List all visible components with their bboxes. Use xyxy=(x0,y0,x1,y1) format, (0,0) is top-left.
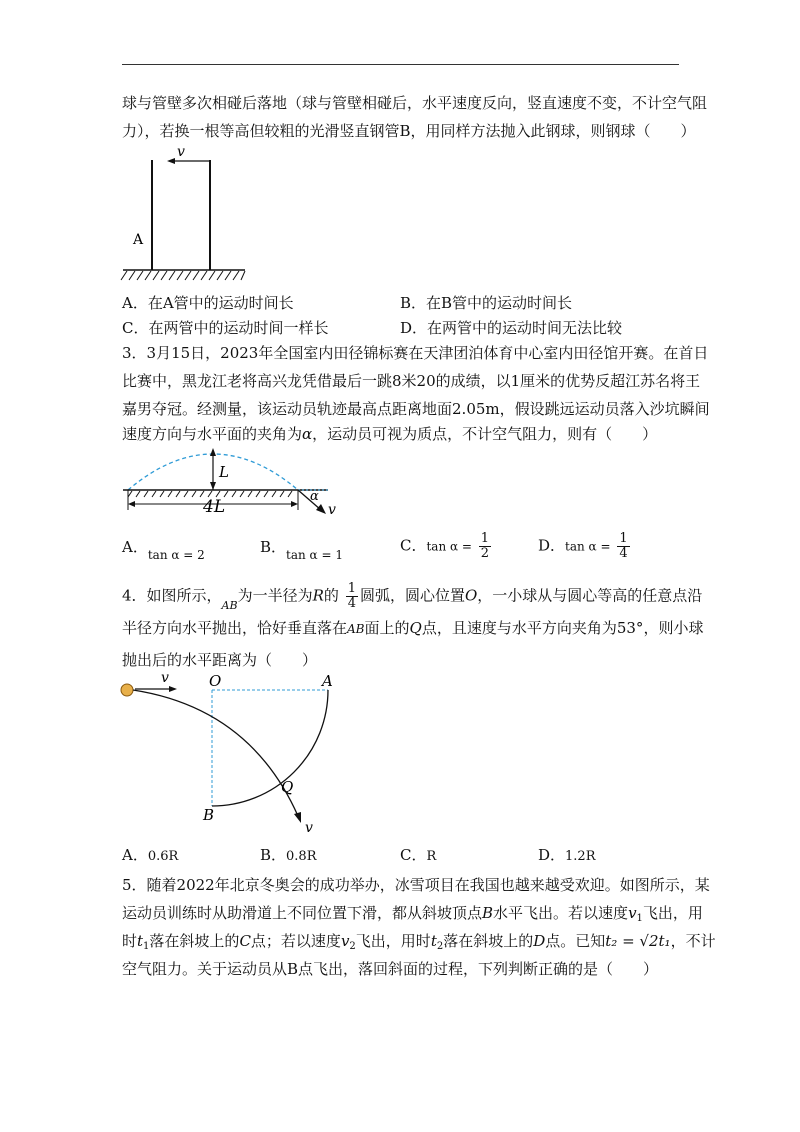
q4-fig-v1-label: v xyxy=(161,670,169,686)
q4-fig-A-label: A xyxy=(322,672,333,690)
q3-figure-jump xyxy=(118,440,348,525)
q4-fig-B-label: B xyxy=(203,806,215,824)
q5-line-4: 空气阻力。关于运动员从B点飞出，落回斜面的过程，下列判断正确的是（ ） xyxy=(122,960,659,978)
q4-line-1: 4．如图所示，$_{AB}$为一半径为R的 $\frac{1}{4}$ 圆弧，圆心位置O，一小球从与圆心等高的任意点沿 xyxy=(122,581,703,612)
q3-line-2: 比赛中，黑龙江老将高兴龙凭借最后一跳8米20的成绩，以1厘米的优势反超江苏名将王 xyxy=(122,372,701,390)
q4-line-2: 半径方向水平抛出，恰好垂直落在AB面上的Q点，且速度与水平方向夹角为53°，则小球 xyxy=(122,619,704,637)
q3-line-4: 速度方向与水平面的夹角为α，运动员可视为质点，不计空气阻力，则有（ ） xyxy=(122,425,658,443)
q2-option-b: B．在B管中的运动时间长 xyxy=(400,294,573,312)
q5-line-1: 5．随着2022年北京冬奥会的成功举办，冰雪项目在我国也越来越受欢迎。如图所示，某 xyxy=(122,876,710,894)
q4-fig-Q-label: Q xyxy=(281,778,294,796)
q2-line-2: 力），若换一根等高但较粗的光滑竖直钢管B，用同样方法抛入此钢球，则钢球（ ） xyxy=(122,122,696,140)
q2-option-d: D．在两管中的运动时间无法比较 xyxy=(400,319,623,337)
header-rule xyxy=(122,64,679,65)
q2-ground-hatch xyxy=(121,271,245,280)
q5-line-2: 运动员训练时从助滑道上不同位置下滑，都从斜坡顶点B水平飞出。若以速度$v_1$飞出，用 xyxy=(122,904,703,924)
q2-line-1: 球与管壁多次相碰后落地（球与管壁相碰后，水平速度反向，竖直速度不变，不计空气阻 xyxy=(122,94,708,112)
q4-fig-v2-label: v xyxy=(305,820,313,836)
q4-line-3: 抛出后的水平距离为（ ） xyxy=(122,651,318,669)
q2-figure-tube xyxy=(115,140,255,285)
q3-fig-v-label: v xyxy=(328,502,336,518)
q4-figure-arc xyxy=(115,668,345,838)
q3-option-b: B．$_{tan \alpha = 1}$ xyxy=(260,538,343,562)
q3-option-d: D．tan α = $\frac{1}{4}$ xyxy=(538,531,628,561)
q3-option-c: C．tan α = $\frac{1}{2}$ xyxy=(400,531,490,561)
q4-option-c: C．R xyxy=(400,846,437,864)
q3-fig-4L-label: 4L xyxy=(203,497,226,517)
q3-line-3: 嘉男夺冠。经测量，该运动员轨迹最高点距离地面2.05m，假设跳远运动员落入沙坑瞬间 xyxy=(122,400,710,418)
q2-option-c: C．在两管中的运动时间一样长 xyxy=(122,319,329,337)
q4-option-b: B．0.8R xyxy=(260,846,317,864)
q2-fig-v-label: v xyxy=(177,144,185,160)
q2-fig-A-label: A xyxy=(133,232,144,248)
q4-option-d: D．1.2R xyxy=(538,846,596,864)
q4-option-a: A．0.6R xyxy=(122,846,179,864)
q3-line-1: 3．3月15日，2023年全国室内田径锦标赛在天津团泊体育中心室内田径馆开赛。在首日 xyxy=(122,344,709,362)
q5-line-3: 时$t_1$落在斜坡上的C点；若以速度$v_2$飞出，用时$t_2$落在斜坡上的D点。已知t₂ = √2t₁，不计 xyxy=(122,932,716,952)
q3-fig-L-label: L xyxy=(219,463,229,481)
q2-option-a: A．在A管中的运动时间长 xyxy=(122,294,294,312)
q3-fig-alpha-label: α xyxy=(310,489,319,504)
q3-option-a: A．$_{tan \alpha = 2}$ xyxy=(122,538,205,562)
q4-fig-O-label: O xyxy=(209,672,222,690)
